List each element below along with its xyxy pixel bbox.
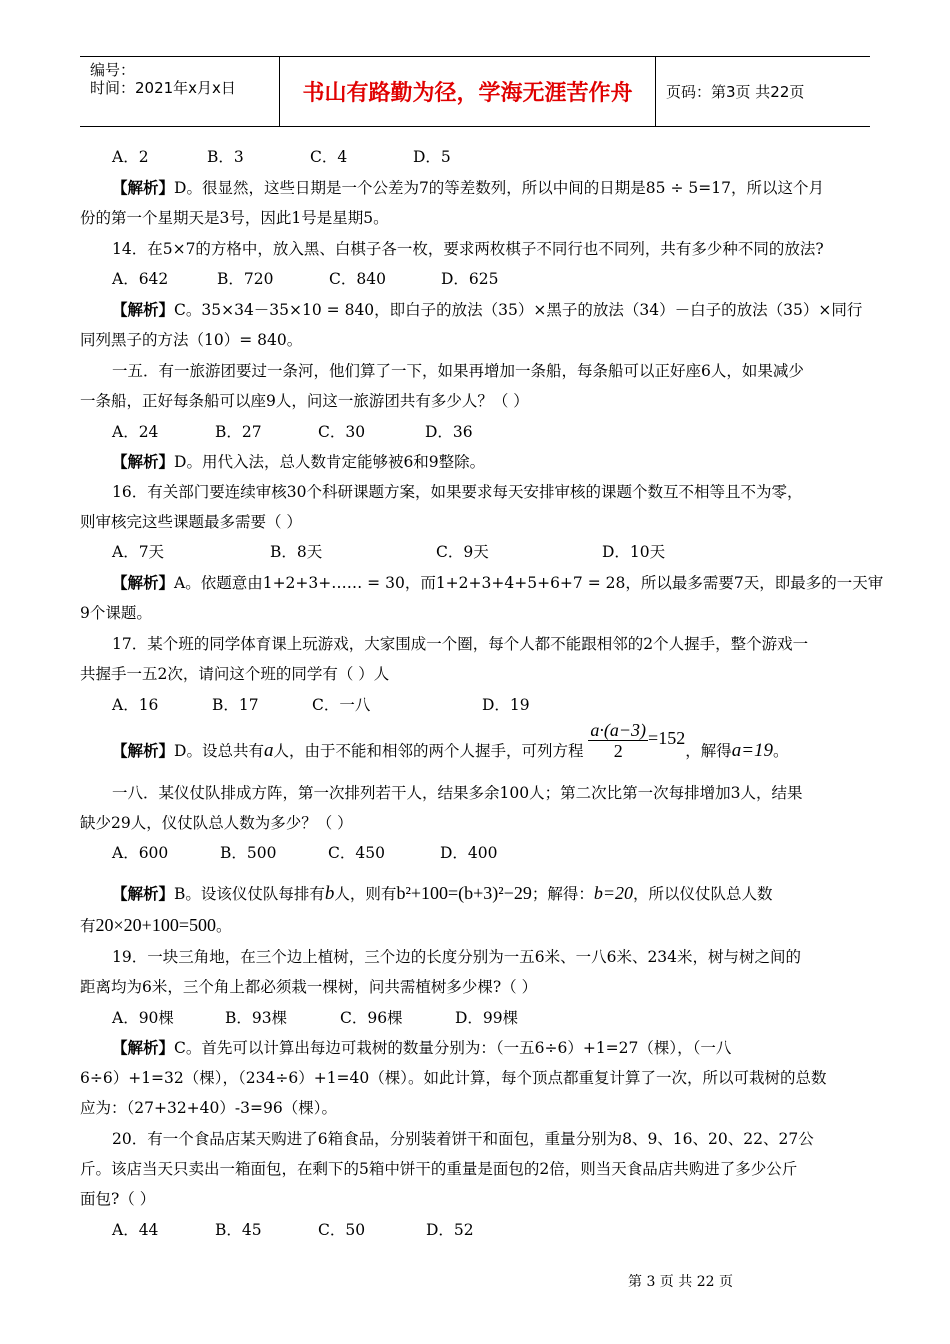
q20-options [112,1220,870,1240]
q18-analysis-cont [80,912,870,939]
q13-analysis [112,178,870,198]
q19-stem: 19．一块三角地，在三个边上植树，三个边的长度分别为一五6米、一八6米、234米，树与树之间的 [112,948,802,966]
option: D．625 [441,270,499,288]
option: C．9天 [436,543,489,561]
option: B．45 [215,1221,262,1239]
q17-options [112,695,870,715]
solution: a=19 [731,740,774,761]
fraction [588,720,648,761]
q16-stem: 16．有关部门要连续审核30个科研课题方案，如果要求每天安排审核的课题个数互不相等且不为零， [112,483,803,501]
analysis-tag: 【解析】 [112,1039,175,1057]
analysis-text: D。设总共有 [174,742,264,760]
q14-options [112,269,870,289]
q13-analysis-cont: 份的第一个星期天是3号，因此1号是星期5。 [80,209,389,227]
analysis-text: ，所以仪仗队总人数 [633,885,773,903]
q13-options [112,147,870,167]
option: D．10天 [602,543,666,561]
option: C．96棵 [340,1009,403,1027]
option: B．720 [217,270,274,288]
option: A．24 [112,423,159,441]
option: B．8天 [270,543,323,561]
analysis-text: 。 [773,742,789,760]
option: D．99棵 [455,1009,519,1027]
variable-a: a [263,740,274,761]
option: D．36 [425,423,473,441]
q16-analysis-cont: 9个课题。 [80,604,152,622]
option: B．17 [212,696,259,714]
option: C．840 [329,270,386,288]
analysis-text: 有 [80,917,96,935]
q16-options [112,542,870,562]
option: D．400 [440,844,498,862]
analysis-text: D。用代入法，总人数肯定能够被6和9整除。 [174,453,486,471]
option: C．一八 [312,696,371,714]
equation: b²+100=(b+3)²−29 [396,883,532,903]
q14-stem: 14．在5×7的方格中，放入黑、白棋子各一枚，要求两枚棋子不同行也不同列，共有多少种不同的放法? [112,240,824,258]
q16-analysis [112,573,884,593]
q16-stem-cont: 则审核完这些课题最多需要（ ） [80,513,302,531]
q19-options [112,1008,870,1028]
analysis-text: A。依题意由1+2+3+…… = 30，而1+2+3+4+5+6+7 = 28，所以最多需要7天，即最多的一天审 [174,574,884,592]
option: A．44 [112,1221,159,1239]
q17-stem: 17．某个班的同学体育课上玩游戏，大家围成一个圈，每个人都不能跟相邻的2个人握手，整个游戏一 [112,635,809,653]
q15-analysis [112,452,870,472]
option: D．52 [426,1221,474,1239]
option: A．90棵 [112,1009,174,1027]
header-page-info: 页码：第3页 共22页 [666,83,805,101]
analysis-text: 人，则有 [334,885,397,903]
q15-stem-cont: 一条船，正好每条船可以座9人，问这一旅游团共有多少人？（ ） [80,392,529,410]
analysis-tag: 【解析】 [112,742,175,760]
header-meta [80,57,280,126]
q17-stem-cont: 共握手一五2次，请问这个班的同学有（ ）人 [80,665,390,683]
q15-options [112,422,870,442]
q19-stem-cont: 距离均为6米，三个角上都必须栽一棵树，问共需植树多少棵?（ ） [80,978,538,996]
analysis-text: C。首先可以计算出每边可栽树的数量分别为：（一五6÷6）+1=27（棵），（一八 [174,1039,732,1057]
analysis-tag: 【解析】 [112,179,175,197]
option: C．50 [318,1221,366,1239]
analysis-tag: 【解析】 [112,885,175,903]
option: C．450 [328,844,385,862]
header-motto: 书山有路勤为径，学海无涯苦作舟 [280,57,656,126]
q20-stem: 20．有一个食品店某天购进了6箱食品，分别装着饼干和面包，重量分别为8、9、16、20、22、27公 [112,1130,814,1148]
q15-stem: 一五．有一旅游团要过一条河，他们算了一下，如果再增加一条船，每条船可以正好座6人，如果减少 [112,362,804,380]
analysis-text: B。设该仪仗队每排有 [174,885,325,903]
analysis-text: ，解得 [685,742,732,760]
q18-options [112,843,870,863]
solution: b=20 [593,883,633,903]
q14-analysis [112,300,870,320]
fraction-numerator: a·(a−3) [590,719,647,740]
option: D．5 [413,148,451,166]
option: A．600 [112,844,169,862]
option: B．3 [207,148,244,166]
q20-stem-cont: 斤。该店当天只卖出一箱面包，在剩下的5箱中饼干的重量是面包的2倍，则当天食品店共购进了多少公斤 [80,1160,798,1178]
analysis-text: C。35×34－35×10 = 840，即白子的放法（35）×黑子的放法（34）－白子的放法（35）×同行 [174,301,863,319]
q20-stem-cont2: 面包?（ ） [80,1190,156,1208]
fraction-denominator: 2 [613,740,623,761]
option: A．16 [112,696,159,714]
q14-analysis-cont: 同列黑子的方法（10）= 840。 [80,331,303,349]
q18-stem: 一八．某仪仗队排成方阵，第一次排列若干人，结果多余100人；第二次比第一次每排增加3人，结果 [112,784,803,802]
analysis-text: D。很显然，这些日期是一个公差为7的等差数列，所以中间的日期是85 ÷ 5=17，所以这个月 [174,179,824,197]
number-label: 编号： [90,61,136,79]
option: A．7天 [112,543,165,561]
q19-analysis [112,1038,870,1058]
page-footer: 第 3 页 共 22 页 [628,1274,733,1290]
option: D．19 [482,696,530,714]
time-label: 时间：2021年x月x日 [90,79,236,97]
analysis-tag: 【解析】 [112,574,175,592]
analysis-text: 人，由于不能和相邻的两个人握手，可列方程 [273,742,584,760]
option: C．4 [310,148,348,166]
total-expression: 20×20+100=500 [95,915,216,935]
q17-analysis [112,719,870,778]
analysis-tag: 【解析】 [112,453,175,471]
option: B．27 [215,423,262,441]
q18-analysis [112,880,870,907]
option: C．30 [318,423,366,441]
q18-stem-cont: 缺少29人，仪仗队总人数为多少？（ ） [80,814,353,832]
option: A．2 [112,148,149,166]
option: B．93棵 [225,1009,288,1027]
q19-analysis-cont2: 应为：（27+32+40）-3=96（棵）。 [80,1099,337,1117]
equation-rhs: =152 [648,728,686,748]
q19-analysis-cont: 6÷6）+1=32（棵），（234÷6）+1=40（棵）。如此计算，每个顶点都重复计算了一次，所以可栽树的总数 [80,1069,827,1087]
variable-b: b [324,883,335,904]
option: A．642 [112,270,169,288]
option: B．500 [220,844,277,862]
analysis-text: 。 [215,917,232,935]
analysis-tag: 【解析】 [112,301,175,319]
analysis-text: ；解得： [531,885,594,903]
page-header [80,56,870,127]
